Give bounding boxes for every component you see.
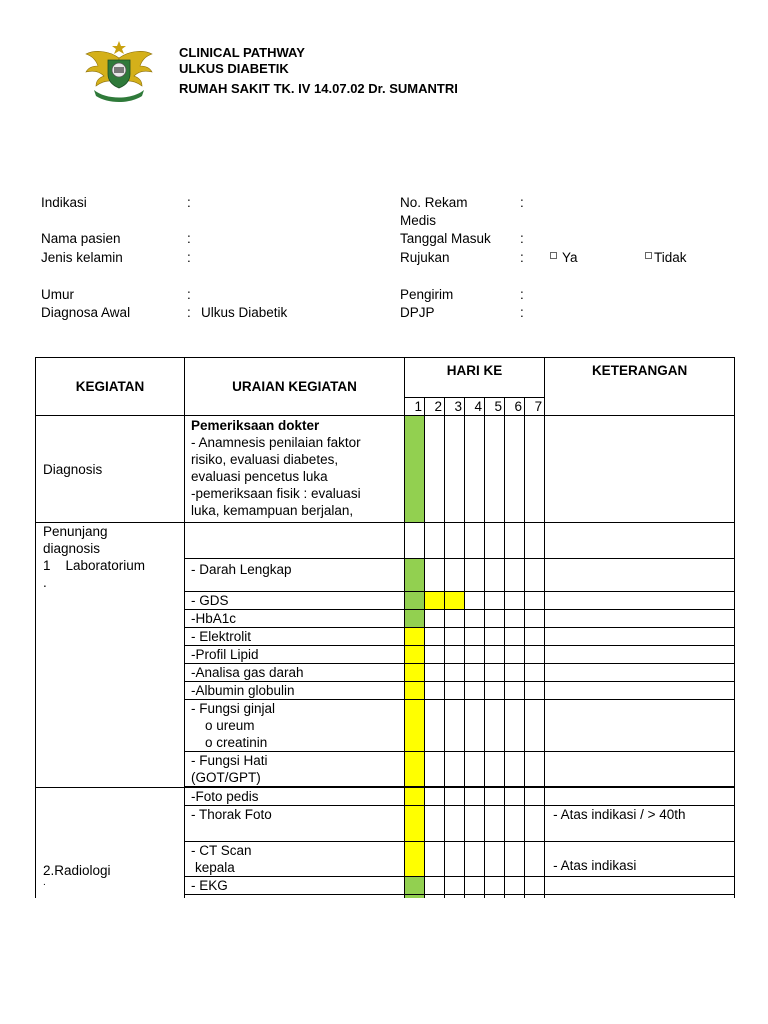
pengirim-sep: : xyxy=(520,287,524,302)
lab-elektrolit: - Elektrolit xyxy=(185,628,405,646)
lab-hba1c: -HbA1c xyxy=(185,610,405,628)
lab-darah-lengkap: - Darah Lengkap xyxy=(185,559,405,592)
hospital-name: RUMAH SAKIT TK. IV 14.07.02 Dr. SUMANTRI xyxy=(179,81,458,96)
fungsi-hati-label: - Fungsi Hati xyxy=(191,753,268,768)
header-kegiatan: KEGIATAN xyxy=(36,358,185,416)
creatinin-label: o creatinin xyxy=(205,735,268,750)
rujukan-sep: : xyxy=(520,250,524,265)
jenis-kelamin-sep: : xyxy=(187,250,191,265)
uraian-diagnosis xyxy=(185,416,405,523)
ct-scan-label-2: kepala xyxy=(195,860,235,875)
day-number: 1 xyxy=(405,398,425,416)
day-cell-green xyxy=(405,416,425,523)
lab-profil-lipid: -Profil Lipid xyxy=(185,646,405,664)
diagnosa-awal-label: Diagnosa Awal xyxy=(41,305,131,320)
no-rekam-label-2: Medis xyxy=(400,213,437,228)
rujukan-label: Rujukan xyxy=(400,250,450,265)
rad-foto-pedis: -Foto pedis xyxy=(185,788,405,806)
fungsi-hati-label-2: (GOT/GPT) xyxy=(191,770,261,785)
dpjp-label: DPJP xyxy=(400,305,435,320)
laboratorium-dot: . xyxy=(43,575,47,590)
rujukan-ya-label: Ya xyxy=(562,250,578,265)
fungsi-ginjal-label: - Fungsi ginjal xyxy=(191,701,276,716)
checkbox-icon[interactable] xyxy=(550,252,557,259)
day-number: 4 xyxy=(465,398,485,416)
header-keterangan: KETERANGAN xyxy=(545,358,735,416)
day-number: 5 xyxy=(485,398,505,416)
radiologi-dot: . xyxy=(43,877,46,888)
kegiatan-penunjang xyxy=(36,523,185,788)
indikasi-sep: : xyxy=(187,195,191,210)
day-number: 2 xyxy=(425,398,445,416)
no-rekam-label: No. Rekam xyxy=(400,195,468,210)
nama-pasien-sep: : xyxy=(187,231,191,246)
lab-albumin-globulin: -Albumin globulin xyxy=(185,682,405,700)
ct-scan-label: - CT Scan xyxy=(191,843,252,858)
nama-pasien-label: Nama pasien xyxy=(41,231,121,246)
umur-sep: : xyxy=(187,287,191,302)
no-rekam-sep: : xyxy=(520,195,524,210)
rad-ct-scan xyxy=(185,842,405,877)
penunjang-label: Penunjang xyxy=(43,524,108,539)
day-number: 6 xyxy=(505,398,525,416)
pengirim-label: Pengirim xyxy=(400,287,454,302)
tanggal-masuk-label: Tanggal Masuk xyxy=(400,231,491,246)
uraian-line: luka, kemampuan berjalan, xyxy=(191,503,354,518)
kegiatan-diagnosis: Diagnosis xyxy=(36,416,185,523)
day-number: 3 xyxy=(445,398,465,416)
lab-gds: - GDS xyxy=(185,592,405,610)
radiologi-label: 2.Radiologi xyxy=(43,863,111,878)
jenis-kelamin-label: Jenis kelamin xyxy=(41,250,123,265)
document-title: CLINICAL PATHWAY xyxy=(179,45,305,60)
checkbox-icon[interactable] xyxy=(645,252,652,259)
uraian-title: Pemeriksaan dokter xyxy=(191,418,320,433)
uraian-line: risiko, evaluasi diabetes, xyxy=(191,452,339,467)
document-subtitle: ULKUS DIABETIK xyxy=(179,61,289,76)
uraian-line: -pemeriksaan fisik : evaluasi xyxy=(191,486,361,501)
rad-ekg: - EKG xyxy=(185,877,405,895)
umur-label: Umur xyxy=(41,287,74,302)
laboratorium-label: 1 Laboratorium xyxy=(43,558,146,573)
lab-fungsi-ginjal xyxy=(185,700,405,752)
header-hari-ke: HARI KE xyxy=(405,358,545,398)
penunjang-label-2: diagnosis xyxy=(43,541,101,556)
day-number: 7 xyxy=(525,398,545,416)
dpjp-sep: : xyxy=(520,305,524,320)
table-row xyxy=(36,788,735,806)
table-row xyxy=(36,416,735,523)
tanggal-masuk-sep: : xyxy=(520,231,524,246)
header-uraian: URAIAN KEGIATAN xyxy=(185,358,405,416)
rad-thorak-keterangan: - Atas indikasi / > 40th xyxy=(545,806,735,842)
military-emblem-icon xyxy=(84,40,154,104)
ureum-label: o ureum xyxy=(205,718,255,733)
indikasi-label: Indikasi xyxy=(41,195,87,210)
rad-thorak-foto: - Thorak Foto xyxy=(185,806,405,842)
page-cutoff xyxy=(0,898,768,1024)
rujukan-ya-option[interactable] xyxy=(550,249,578,266)
lab-analisa-gas-darah: -Analisa gas darah xyxy=(185,664,405,682)
rad-ct-keterangan: - Atas indikasi xyxy=(545,842,735,877)
diagnosa-awal-sep: : xyxy=(187,305,191,320)
rujukan-tidak-label: Tidak xyxy=(654,250,687,265)
uraian-line: evaluasi pencetus luka xyxy=(191,469,328,484)
table-row xyxy=(36,523,735,559)
diagnosa-awal-value: Ulkus Diabetik xyxy=(201,305,288,320)
rujukan-tidak-option[interactable] xyxy=(645,249,687,266)
lab-fungsi-hati xyxy=(185,752,405,787)
uraian-line: - Anamnesis penilaian faktor xyxy=(191,435,361,450)
